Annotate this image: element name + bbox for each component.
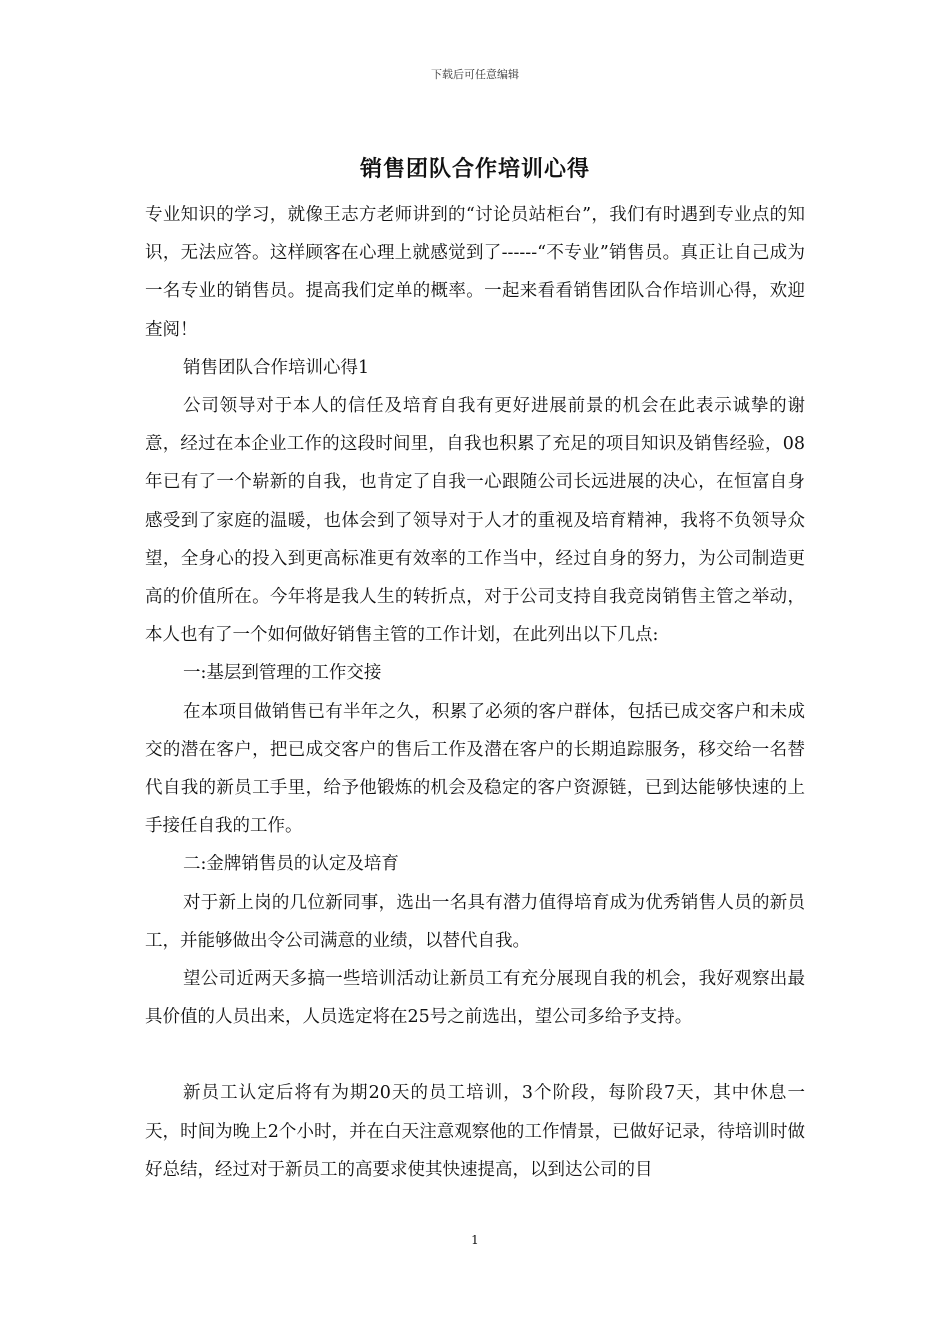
subsection-heading: 一:基层到管理的工作交接: [183, 663, 382, 684]
header-note: 下载后可任意编辑: [431, 68, 519, 81]
page-number: 1: [471, 1233, 479, 1247]
paragraph-spacer: [145, 1036, 805, 1074]
body-paragraph: 对于新上岗的几位新同事，选出一名具有潜力值得培育成为优秀销售人员的新员工，并能够做出令公司满意的业绩，以替代自我。: [145, 892, 805, 951]
body-paragraph: 新员工认定后将有为期20天的员工培训，3个阶段，每阶段7天，其中休息一天，时间为晚上2个小时，并在白天注意观察他的工作情景，已做好记录，待培训时做好总结，经过对于新员工的高要求使其快速提高，以到达公司的目: [145, 1083, 805, 1180]
section-heading: 销售团队合作培训心得1: [183, 357, 370, 378]
body-paragraph: 在本项目做销售已有半年之久，积累了必须的客户群体，包括已成交客户和未成交的潜在客户，把已成交客户的售后工作及潜在客户的长期追踪服务，移交给一名替代自我的新员工手里，给予他锻炼的机会及稳定的客户资源链，已到达能够快速的上手接任自我的工作。: [145, 701, 805, 837]
body-paragraph: 望公司近两天多搞一些培训活动让新员工有充分展现自我的机会，我好观察出最具价值的人员出来，人员选定将在25号之前选出，望公司多给予支持。: [145, 969, 805, 1028]
document-title: 销售团队合作培训心得: [359, 156, 590, 182]
intro-paragraph: 专业知识的学习，就像王志方老师讲到的“讨论员站柜台”，我们有时遇到专业点的知识，无法应答。这样顾客在心理上就感觉到了------“不专业”销售员。真正让自己成为一名专业的销售员。提高我们定单的概率。一起来看看销售团队合作培训心得，欢迎查阅！: [145, 205, 805, 340]
subsection-heading: 二:金牌销售员的认定及培育: [183, 854, 399, 875]
body-paragraph: 公司领导对于本人的信任及培育自我有更好进展前景的机会在此表示诚挚的谢意，经过在本企业工作的这段时间里，自我也积累了充足的项目知识及销售经验，08年已有了一个崭新的自我，也肯定了自我一心跟随公司长远进展的决心，在恒富自身感受到了家庭的温暖，也体会到了领导对于人才的重视及培育精神，我将不负领导众望，全身心的投入到更高标准更有效率的工作当中，经过自身的努力，为公司制造更高的价值所在。今年将是我人生的转折点，对于公司支持自我竞岗销售主管之举动，本人也有了一个如何做好销售主管的工作计划，在此列出以下几点:: [145, 396, 805, 646]
document-body: [145, 196, 805, 1189]
